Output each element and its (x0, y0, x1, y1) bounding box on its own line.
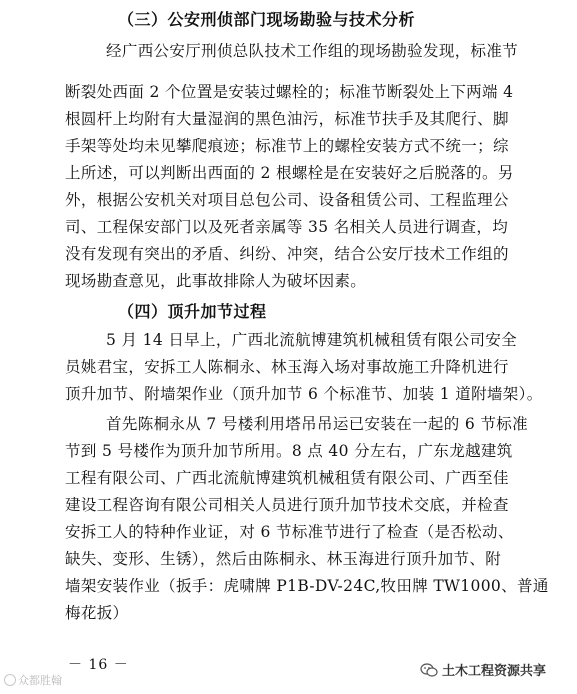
section4-line-9: 缺失、变形、生锈），然后由陈桐永、林玉海进行顶升加节、附 (65, 550, 502, 568)
section3-line-4: 手架等处均未见攀爬痕迹；标准节上的螺栓安装方式不统一；综 (65, 137, 509, 155)
section-heading-3: （三）公安刑侦部门现场勘验与技术分析 (118, 10, 416, 29)
section4-line-10: 墙架安装作业（扳手：虎啸牌 P1B-DV-24C,牧田牌 TW1000、普通 (65, 577, 549, 595)
section4-line-11: 梅花扳） (65, 604, 129, 622)
section4-line-3: 顶升加节、附墙架作业（顶升加节 6 个标准节、加装 1 道附墙架）。 (65, 385, 543, 403)
section3-line-6: 外，根据公安机关对项目总包公司、设备租赁公司、工程监理公 (65, 191, 509, 209)
section3-line-3: 根圆杆上均附有大量湿润的黑色油污，标准节扶手及其爬行、脚 (65, 110, 509, 128)
section4-line-7: 建设工程咨询有限公司相关人员进行顶升加节技术交底，并检查 (65, 496, 509, 514)
section3-line-9: 现场勘查意见，此事故排除人为破坏因素。 (65, 272, 367, 290)
wechat-logo-icon (420, 661, 438, 679)
watermark-left (4, 672, 62, 688)
watermark-logo-icon (4, 674, 16, 686)
section4-line-4: 首先陈桐永从 7 号楼利用塔吊吊运已安装在一起的 6 节标准 (106, 415, 528, 433)
section4-line-1: 5 月 14 日早上，广西北流航博建筑机械租赁有限公司安全 (106, 331, 518, 349)
section4-line-8: 安拆工人的特种作业证，对 6 节标准节进行了检查（是否松动、 (65, 523, 514, 541)
watermark-right (420, 660, 546, 679)
page-number: － 16 － (68, 657, 129, 673)
watermark-left-text: 众都胜翰 (18, 674, 62, 687)
watermark-right-text: 土木工程资源共享 (442, 664, 547, 679)
section3-line-1: 经广西公安厅刑侦总队技术工作组的现场勘验发现，标准节 (106, 42, 519, 60)
section3-line-7: 司、工程保安部门以及死者亲属等 35 名相关人员进行调查，均 (65, 218, 509, 236)
section3-line-2: 断裂处西面 2 个位置是安装过螺栓的；标准节断裂处上下两端 4 (65, 83, 514, 101)
section-heading-4: （四）顶升加节过程 (118, 302, 267, 321)
section3-line-8: 没有发现有突出的矛盾、纠纷、冲突，结合公安厅技术工作组的 (65, 245, 509, 263)
section4-line-2: 员姚君宝，安拆工人陈桐永、林玉海入场对事故施工升降机进行 (65, 358, 509, 376)
section3-line-5: 上所述，可以判断出西面的 2 根螺栓是在安装好之后脱落的。另 (65, 164, 514, 182)
section4-line-5: 节到 5 号楼作为顶升加节所用。8 点 40 分左右，广东龙越建筑 (65, 442, 513, 460)
section4-line-6: 工程有限公司、广西北流航博建筑机械租赁有限公司、广西至佳 (65, 469, 509, 487)
